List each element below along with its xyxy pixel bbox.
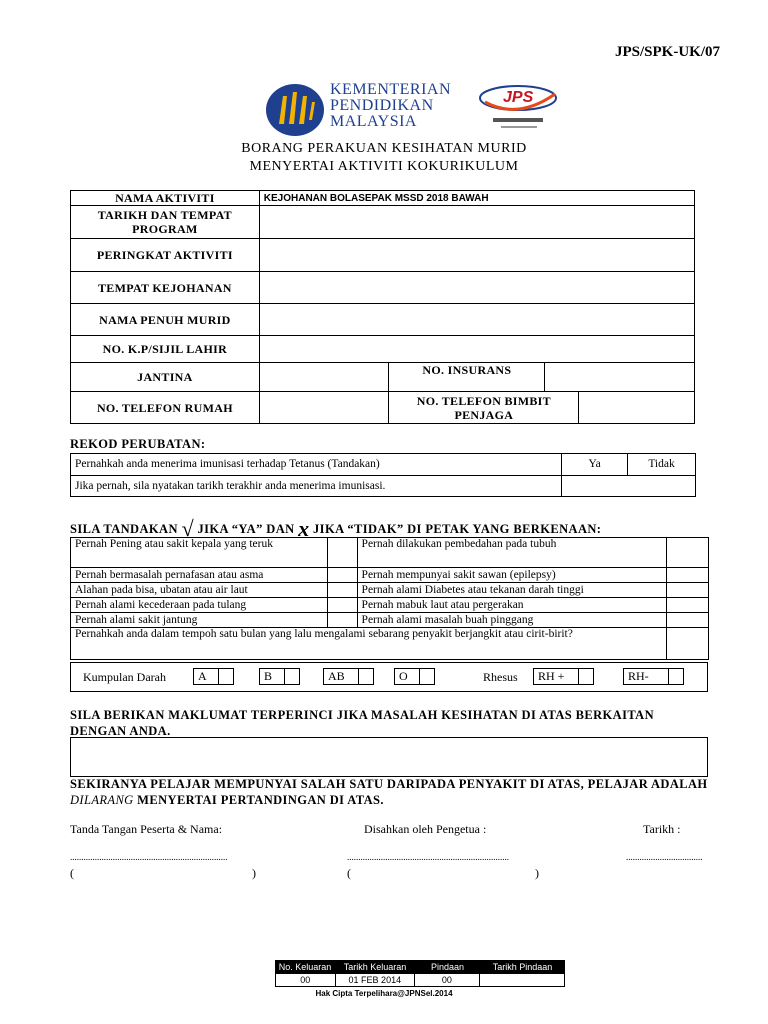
nama-murid-field[interactable] [259, 304, 694, 336]
peserta-signature-label: Tanda Tangan Peserta & Nama: [70, 822, 223, 836]
pengetua-signature-label: Disahkan oleh Pengetua : [364, 822, 487, 836]
condition-right-0: Pernah dilakukan pembedahan pada tubuh [357, 538, 667, 568]
title-line-1: BORANG PERAKUAN KESIHATAN MURID [241, 141, 527, 156]
jps-logo-icon [473, 80, 563, 140]
peserta-signature-line[interactable]: ...................................................................... [70, 852, 228, 862]
kpm-emblem-icon [265, 80, 325, 140]
footer-header-tarikh-keluaran: Tarikh Keluaran [343, 962, 407, 972]
kpm-line-1: KEMENTERIAN [330, 81, 452, 98]
cross-mark-icon: x [298, 516, 310, 541]
jantina-field[interactable] [259, 363, 389, 392]
copyright-text: Hak Cipta Terpelihara@JPNSel.2014 [315, 989, 453, 998]
rh-negative-label: RH- [623, 668, 669, 685]
footer-header-keluaran: No. Keluaran [278, 962, 332, 972]
instruction-part-3: JIKA “TIDAK” DI PETAK YANG BERKENAAN: [313, 522, 602, 536]
footer-header-tarikh-pindaan: Tarikh Pindaan [492, 962, 553, 972]
tempat-kejohanan-field[interactable] [259, 272, 694, 304]
details-heading: SILA BERIKAN MAKLUMAT TERPERINCI JIKA MASALAH KESIHATAN DI ATAS BERKAITAN DENGAN ANDA. [70, 708, 655, 738]
tarikh-tempat-field[interactable] [259, 206, 694, 239]
warning-text [70, 776, 730, 808]
peserta-name-paren-close: ) [252, 866, 256, 880]
blood-b-box[interactable] [284, 668, 300, 685]
tarikh-label: Tarikh : [643, 822, 681, 836]
peserta-name-paren-open: ( [70, 866, 74, 880]
condition-left-3: Pernah alami kecederaan pada tulang [71, 598, 328, 613]
condition-box-left-4[interactable] [327, 613, 357, 628]
condition-left-2: Alahan pada bisa, ubatan atau air laut [71, 583, 328, 598]
condition-box-left-1[interactable] [327, 568, 357, 583]
svg-text:JPS: JPS [503, 89, 534, 106]
tetanus-date-field[interactable] [562, 476, 696, 497]
revision-table [275, 960, 565, 987]
condition-box-left-0[interactable] [327, 538, 357, 568]
footer-value-keluaran: 00 [276, 974, 336, 986]
nama-aktiviti-value[interactable]: KEJOHANAN BOLASEPAK MSSD 2018 BAWAH [259, 191, 694, 206]
condition-left-1: Pernah bermasalah pernafasan atau asma [71, 568, 328, 583]
info-table [70, 190, 695, 424]
footer-header-pindaan: Pindaan [430, 962, 465, 972]
blood-group-label: Kumpulan Darah [83, 670, 166, 684]
rh-negative-box[interactable] [668, 668, 684, 685]
tetanus-question: Pernahkah anda menerima imunisasi terhadap Tetanus (Tandakan) [71, 454, 562, 476]
condition-box-right-2[interactable] [667, 583, 709, 598]
condition-right-2: Pernah alami Diabetes atau tekanan darah tinggi [357, 583, 667, 598]
condition-right-3: Pernah mabuk laut atau pergerakan [357, 598, 667, 613]
tarikh-line[interactable]: .................................. [626, 852, 703, 862]
pengetua-signature-line[interactable]: ........................................................................ [347, 852, 509, 862]
rh-positive-box[interactable] [578, 668, 594, 685]
warning-dilarang: DILARANG [70, 793, 134, 807]
header-logos [265, 80, 565, 140]
condition-box-left-3[interactable] [327, 598, 357, 613]
condition-box-right-4[interactable] [667, 613, 709, 628]
tetanus-tidak-cell[interactable]: Tidak [628, 454, 696, 476]
blood-o-label: O [394, 668, 420, 685]
instruction-part-1: SILA TANDAKAN [70, 522, 178, 536]
blood-ab-box[interactable] [358, 668, 374, 685]
condition-box-right-0[interactable] [667, 538, 709, 568]
kp-label: NO. K.P/SIJIL LAHIR [71, 336, 260, 363]
kpm-line-3: MALAYSIA [330, 113, 417, 130]
pengetua-name-paren-close: ) [535, 866, 539, 880]
blood-ab-label: AB [323, 668, 359, 685]
instruction-part-2: JIKA “YA” DAN [197, 522, 295, 536]
condition-left-0: Pernah Pening atau sakit kepala yang teruk [71, 538, 328, 568]
blood-a-box[interactable] [218, 668, 234, 685]
telefon-bimbit-field[interactable] [579, 392, 695, 424]
check-mark-icon: √ [181, 516, 194, 541]
rh-positive-label: RH + [533, 668, 579, 685]
document-code: JPS/SPK-UK/07 [614, 44, 720, 60]
footer-value-tarikh-keluaran: 01 FEB 2014 [336, 974, 415, 986]
condition-right-1: Pernah mempunyai sakit sawan (epilepsy) [357, 568, 667, 583]
nama-aktiviti-label: NAMA AKTIVITI [71, 191, 260, 206]
blood-o-box[interactable] [419, 668, 435, 685]
tetanus-ya-cell[interactable]: Ya [562, 454, 628, 476]
kp-field[interactable] [259, 336, 694, 363]
insurans-label: NO. INSURANS [389, 363, 545, 392]
kpm-wordmark [330, 82, 451, 130]
telefon-rumah-field[interactable] [259, 392, 389, 424]
blood-b-label: B [259, 668, 285, 685]
insurans-field[interactable] [545, 363, 695, 392]
kpm-line-2: PENDIDIKAN [330, 97, 434, 114]
tetanus-date-question: Jika pernah, sila nyatakan tarikh terakhir anda menerima imunisasi. [71, 476, 562, 497]
condition-right-4: Pernah alami masalah buah pinggang [357, 613, 667, 628]
infectious-box[interactable] [667, 628, 709, 660]
pengetua-name-paren-open: ( [347, 866, 351, 880]
rhesus-label: Rhesus [483, 670, 518, 684]
blood-group-row [70, 662, 708, 692]
warning-part-1: SEKIRANYA PELAJAR MEMPUNYAI SALAH SATU DARIPADA PENYAKIT DI ATAS, PELAJAR ADALAH [70, 777, 708, 791]
conditions-table [70, 537, 709, 660]
telefon-rumah-label: NO. TELEFON RUMAH [71, 392, 260, 424]
blood-a-label: A [193, 668, 219, 685]
tarikh-tempat-label: TARIKH DAN TEMPAT PROGRAM [71, 206, 260, 239]
peringkat-field[interactable] [259, 239, 694, 272]
telefon-bimbit-label: NO. TELEFON BIMBIT PENJAGA [389, 392, 579, 424]
title-line-2: MENYERTAI AKTIVITI KOKURIKULUM [249, 159, 519, 174]
rekod-table [70, 453, 696, 497]
warning-part-2: MENYERTAI PERTANDINGAN DI ATAS. [137, 793, 384, 807]
condition-box-right-1[interactable] [667, 568, 709, 583]
footer-value-pindaan: 00 [415, 974, 480, 986]
rekod-heading: REKOD PERUBATAN: [70, 437, 206, 451]
tempat-kejohanan-label: TEMPAT KEJOHANAN [71, 272, 260, 304]
details-field[interactable] [70, 737, 708, 777]
condition-left-4: Pernah alami sakit jantung [71, 613, 328, 628]
condition-box-left-2[interactable] [327, 583, 357, 598]
form-title [0, 140, 768, 176]
footer-value-tarikh-pindaan [480, 974, 564, 986]
infectious-question: Pernahkah anda dalam tempoh satu bulan yang lalu mengalami sebarang penyakit berjangkit atau cirit-birit? [71, 628, 667, 660]
nama-murid-label: NAMA PENUH MURID [71, 304, 260, 336]
jantina-label: JANTINA [71, 363, 260, 392]
condition-box-right-3[interactable] [667, 598, 709, 613]
peringkat-label: PERINGKAT AKTIVITI [71, 239, 260, 272]
